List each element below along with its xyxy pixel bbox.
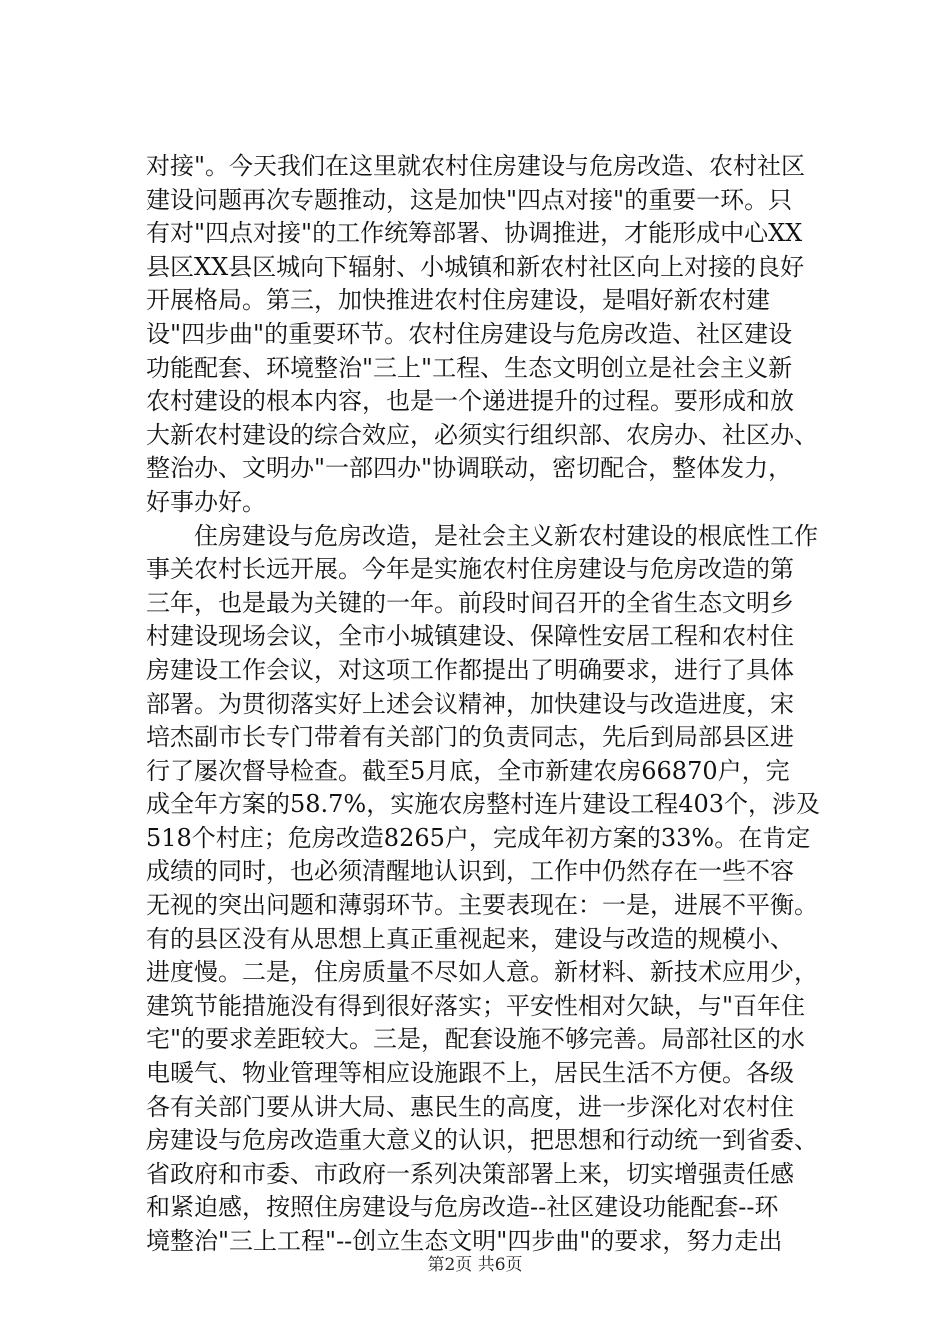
text-line: 好事办好。 xyxy=(146,487,266,516)
text-line: 大新农村建设的综合效应，必须实行组织部、农房办、社区办、 xyxy=(146,420,818,449)
text-line: 有的县区没有从思想上真正重视起来，建设与改造的规模小、 xyxy=(146,924,794,953)
text-line: 无视的突出问题和薄弱环节。主要表现在：一是，进展不平衡。 xyxy=(146,891,818,920)
text-line: 整治办、文明办"一部四办"协调联动，密切配合，整体发力， xyxy=(146,454,793,483)
text-line: 电暖气、物业管理等相应设施跟不上，居民生活不方便。各级 xyxy=(146,1059,794,1088)
text-line: 房建设工作会议，对这项工作都提出了明确要求，进行了具体 xyxy=(146,655,794,684)
text-line: 对接"。今天我们在这里就农村住房建设与危房改造、农村社区 xyxy=(146,152,806,180)
text-line: 境整治"三上工程"--创立生态文明"四步曲"的要求，努力走出 xyxy=(146,1227,783,1255)
text-line: 住房建设与危房改造，是社会主义新农村建设的根底性工作 xyxy=(146,521,818,550)
text-line: 功能配套、环境整治"三上"工程、生态文明创立是社会主义新 xyxy=(146,353,793,382)
text-line: 进度慢。二是，住房质量不尽如人意。新材料、新技术应用少， xyxy=(146,958,818,987)
text-line: 成全年方案的58.7%，实施农房整村连片建设工程403个，涉及 xyxy=(146,790,821,819)
text-line: 建设问题再次专题推动，这是加快"四点对接"的重要一环。只 xyxy=(146,185,793,214)
text-line: 宅"的要求差距较大。三是，配套设施不够完善。局部社区的水 xyxy=(146,1025,806,1054)
text-line: 省政府和市委、市政府一系列决策部署上来，切实增强责任感 xyxy=(146,1159,794,1188)
text-line: 设"四步曲"的重要环节。农村住房建设与危房改造、社区建设 xyxy=(146,319,793,348)
text-line: 县区XX县区城向下辐射、小城镇和新农村社区向上对接的良好 xyxy=(146,252,805,281)
text-line: 房建设与危房改造重大意义的认识，把思想和行动统一到省委、 xyxy=(146,1126,818,1155)
text-line: 开展格局。第三，加快推进农村住房建设，是唱好新农村建 xyxy=(146,286,770,315)
text-line: 村建设现场会议，全市小城镇建设、保障性安居工程和农村住 xyxy=(146,622,794,651)
text-line: 农村建设的根本内容，也是一个递进提升的过程。要形成和放 xyxy=(146,387,794,416)
text-line: 有对"四点对接"的工作统筹部署、协调推进，才能形成中心XX xyxy=(146,219,803,248)
text-line: 三年，也是最为关键的一年。前段时间召开的全省生态文明乡 xyxy=(146,588,794,617)
page-number-footer: 第2页 共6页 xyxy=(427,1255,523,1275)
text-line: 部署。为贯彻落实好上述会议精神，加快建设与改造进度，宋 xyxy=(146,689,794,718)
body-text xyxy=(146,150,836,1259)
text-line: 建筑节能措施没有得到很好落实；平安性相对欠缺，与"百年住 xyxy=(146,991,806,1020)
text-line: 各有关部门要从讲大局、惠民生的高度，进一步深化对农村住 xyxy=(146,1092,794,1121)
text-line: 事关农村长远开展。今年是实施农村住房建设与危房改造的第 xyxy=(146,555,794,584)
text-line: 518个村庄；危房改造8265户，完成年初方案的33%。在肯定 xyxy=(146,823,811,852)
text-line: 和紧迫感，按照住房建设与危房改造--社区建设功能配套--环 xyxy=(146,1193,779,1222)
text-line: 行了屡次督导检查。截至5月底，全市新建农房66870户，完 xyxy=(146,756,790,785)
text-line: 培杰副市长专门带着有关部门的负责同志，先后到局部县区进 xyxy=(146,723,794,752)
text-line: 成绩的同时，也必须清醒地认识到，工作中仍然存在一些不容 xyxy=(146,857,794,886)
